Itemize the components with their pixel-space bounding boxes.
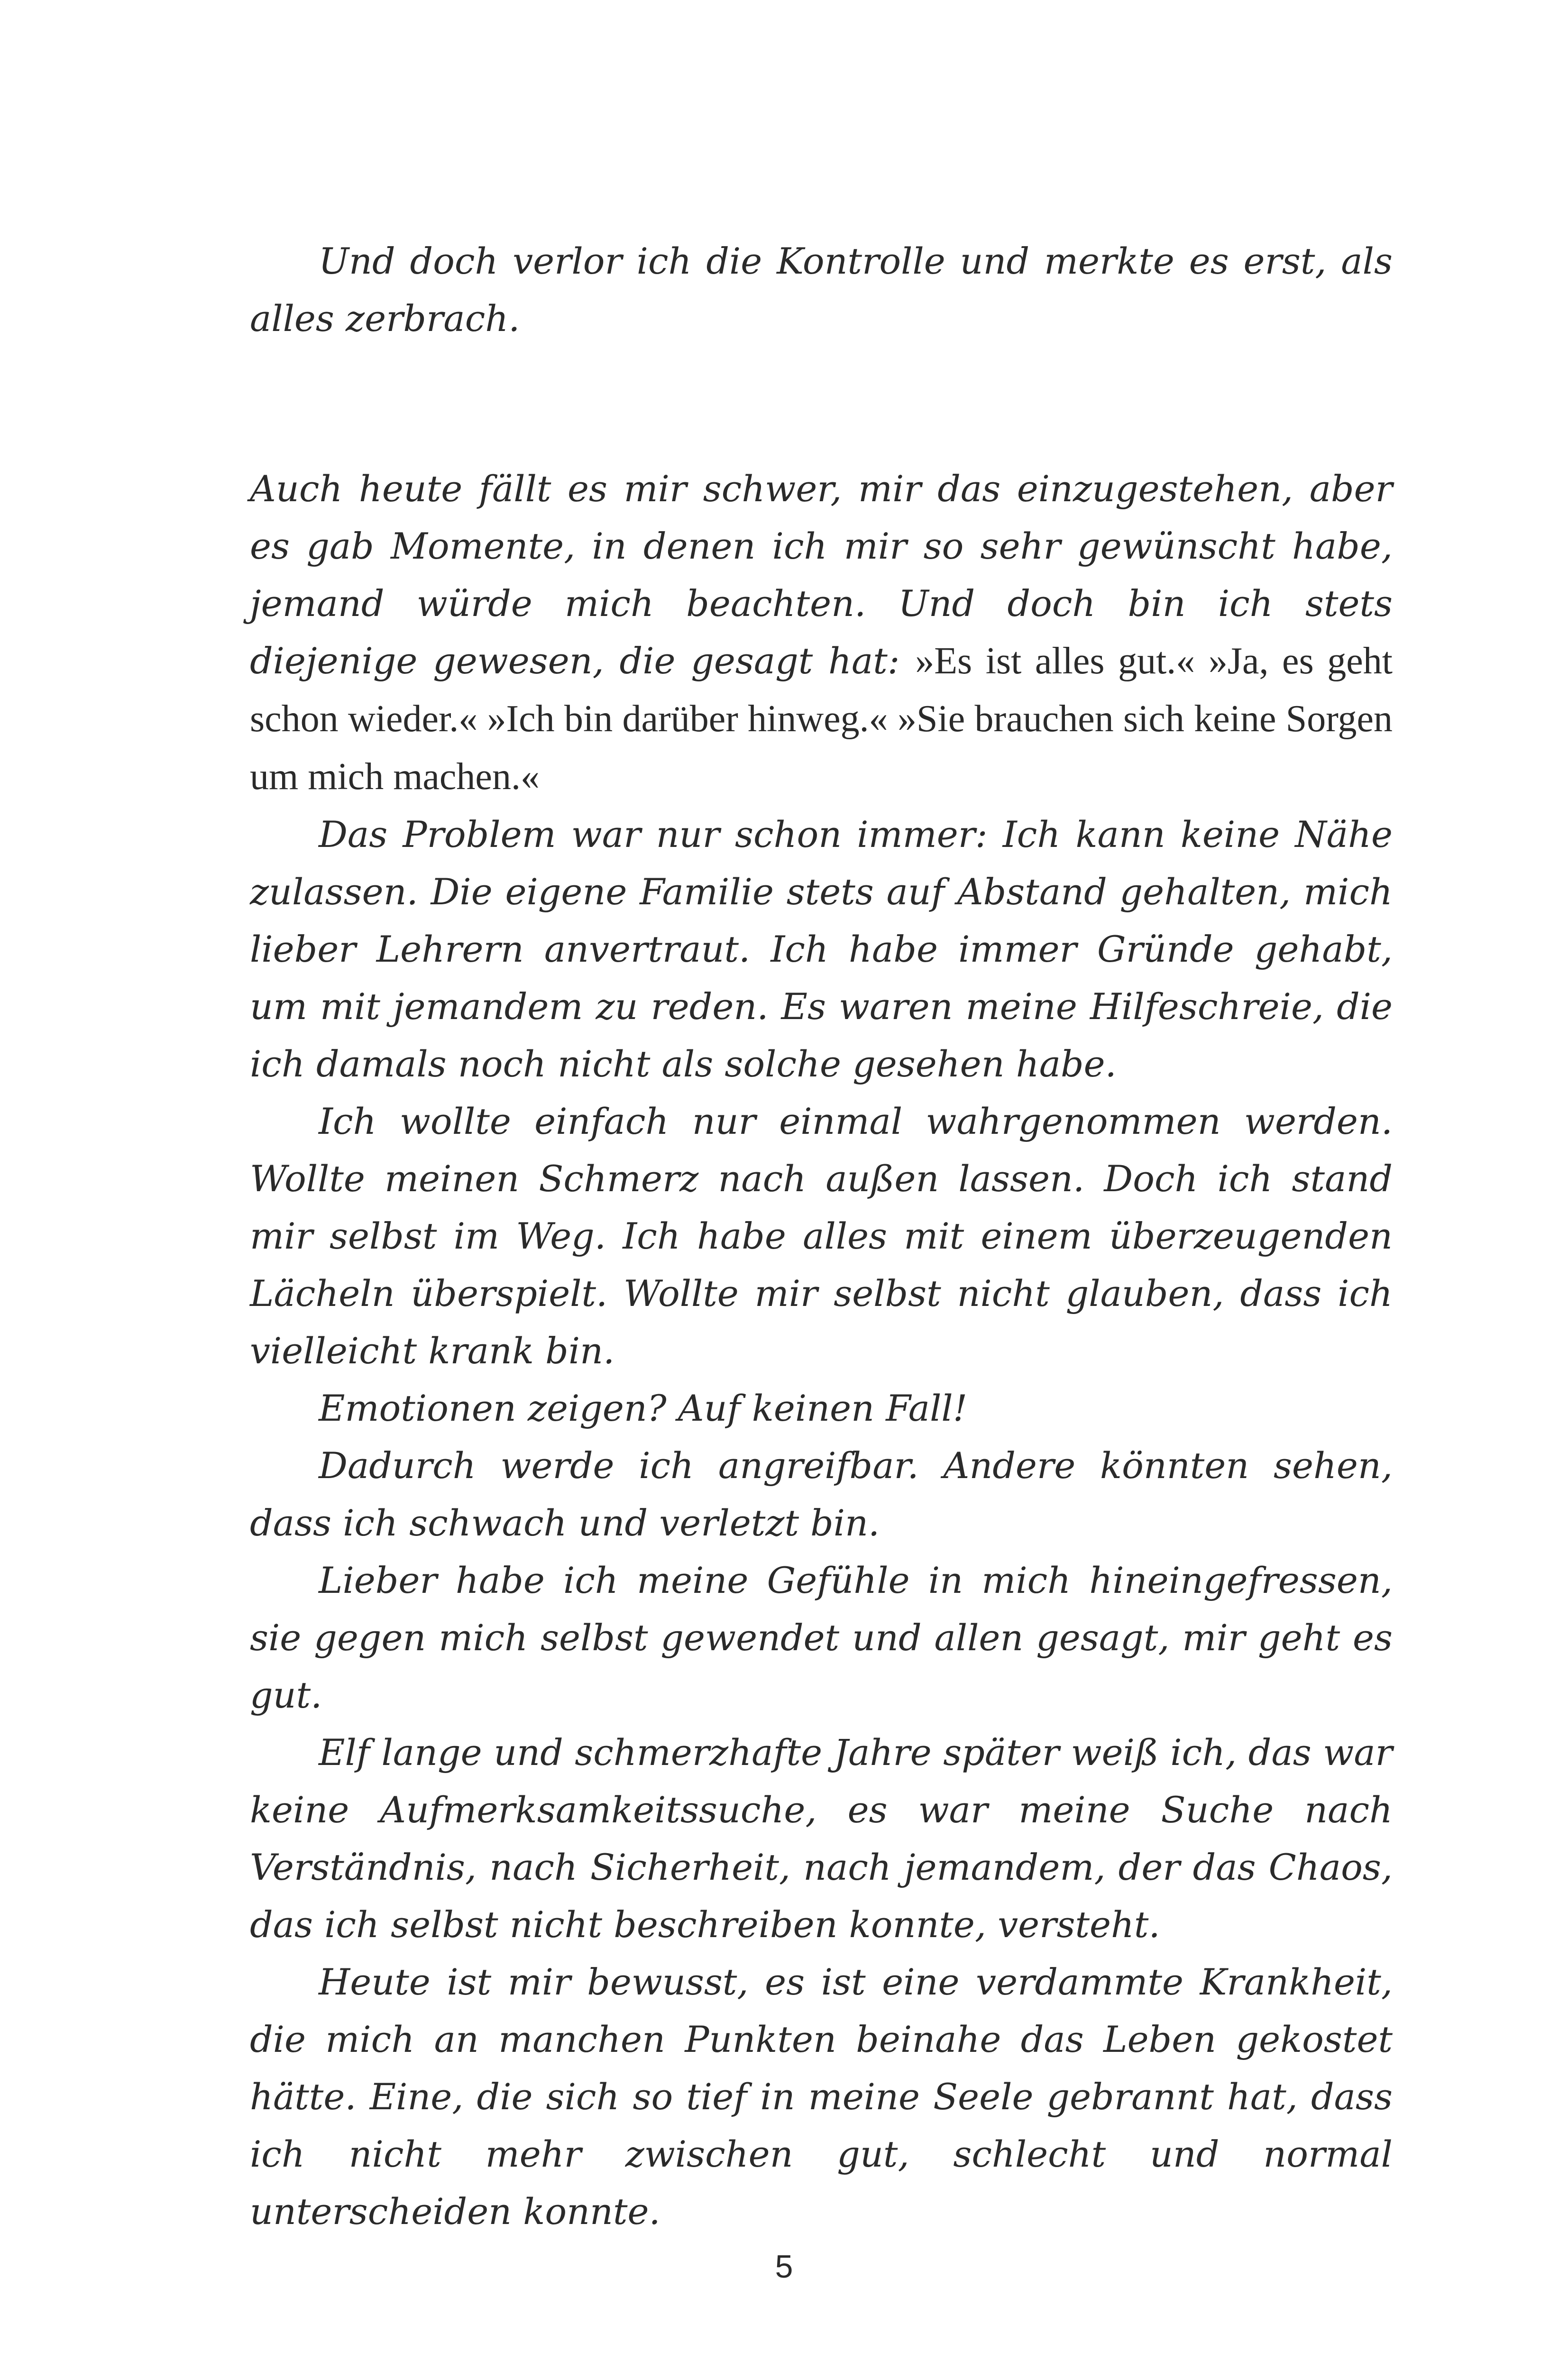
page-number: 5 xyxy=(775,2249,793,2285)
opening-section xyxy=(250,232,1393,347)
paragraph: Lieber habe ich meine Gefühle in mich hineingefressen, sie gegen mich selbst gewendet und allen gesagt, mir geht es gut. xyxy=(250,1559,1393,1716)
paragraph: Ich wollte einfach nur einmal wahrgenommen werden. Wollte meinen Schmerz nach außen lassen. Doch ich stand mir selbst im Weg. Ich habe alles mit einem überzeugenden Lächeln überspielt. Wollte mir selbst nicht glauben, dass ich vielleicht krank bin. xyxy=(250,1100,1393,1372)
main-section xyxy=(250,460,1393,2240)
paragraph: Das Problem war nur schon immer: Ich kann keine Nähe zulassen. Die eigene Familie stets auf Abstand gehalten, mich lieber Lehrern anvertraut. Ich habe immer Gründe gehabt, um mit jemandem zu reden. Es waren meine Hilfeschreie, die ich damals noch nicht als solche gesehen habe. xyxy=(250,813,1393,1085)
paragraph-quotes xyxy=(250,460,1393,806)
paragraph: Dadurch werde ich angreifbar. Andere könnten sehen, dass ich schwach und verletzt bin. xyxy=(250,1444,1393,1544)
paragraph-intro-text: Auch heute fällt es mir schwer, mir das einzugestehen, aber es gab Momente, in denen ich mir so sehr gewünscht habe, jemand würde mich beachten. Und doch bin ich stets diejenige gewesen, die gesagt hat: xyxy=(250,468,1393,682)
paragraph: Emotionen zeigen? Auf keinen Fall! xyxy=(319,1387,968,1429)
paragraph-quoted-phrases: »Es ist alles gut.« »Ja, es geht schon wieder.« »Ich bin darüber hinweg.« »Sie brauchen sich keine Sorgen um mich machen.« xyxy=(250,640,1393,798)
paragraph: Heute ist mir bewusst, es ist eine verdammte Krankheit, die mich an manchen Punkten beinahe das Leben gekostet hätte. Eine, die sich so tief in meine Seele gebrannt hat, dass ich nicht mehr zwischen gut, schlecht und normal unterscheiden konnte. xyxy=(250,1961,1393,2233)
opening-paragraph: Und doch verlor ich die Kontrolle und merkte es erst, als alles zerbrach. xyxy=(250,240,1393,340)
paragraph: Elf lange und schmerzhafte Jahre später weiß ich, das war keine Aufmerksamkeitssuche, es war meine Suche nach Verständnis, nach Sicherheit, nach jemandem, der das Chaos, das ich selbst nicht beschreiben konnte, versteht. xyxy=(250,1731,1393,1946)
